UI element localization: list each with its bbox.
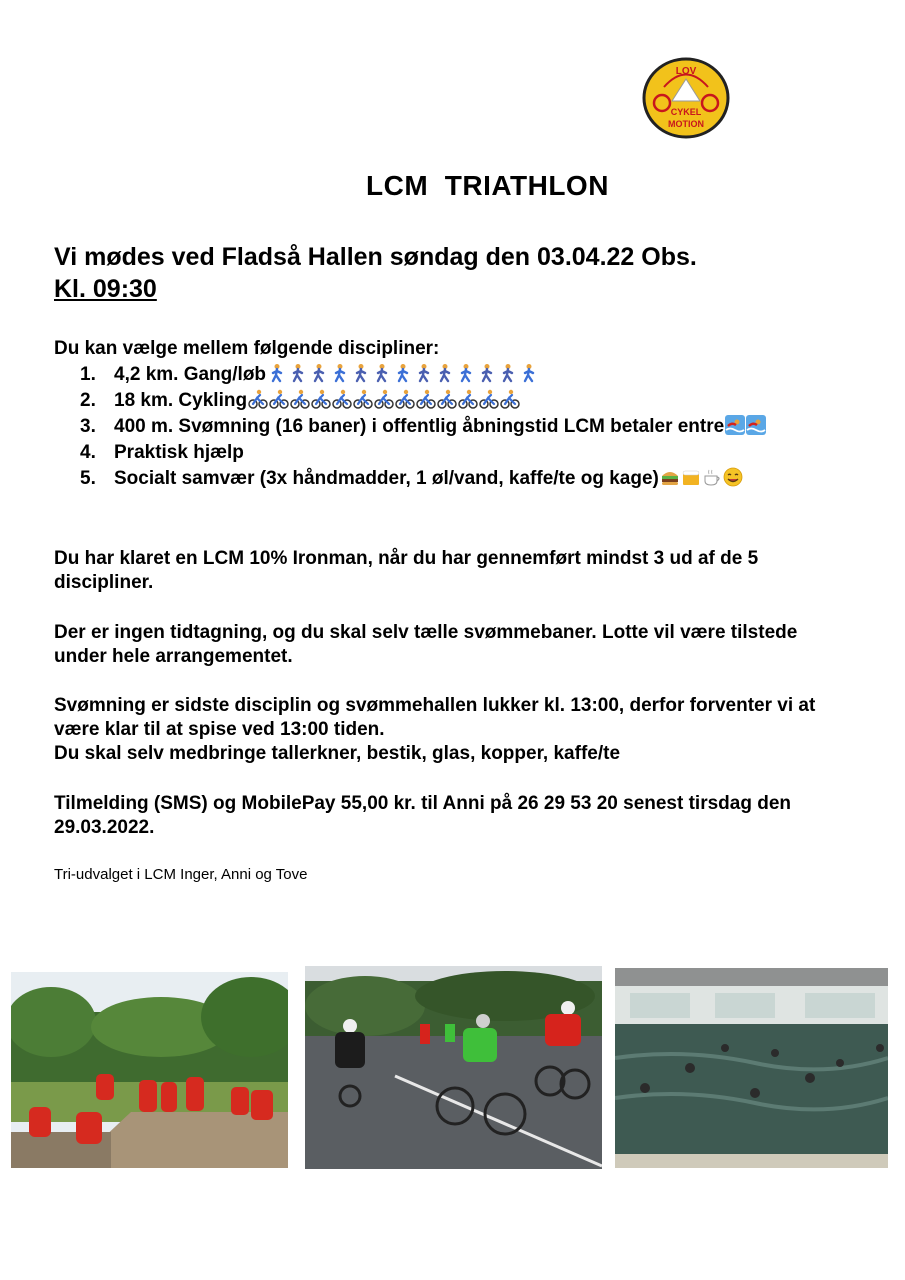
timing-paragraph: Der er ingen tidtagning, og du skal selv tælle svømmebaner. Lotte vil være tilstede under hele arrangementet. <box>54 622 798 667</box>
bicycle-icon <box>290 389 310 409</box>
bicycle-icon <box>395 389 415 409</box>
bicycle-icon <box>479 389 499 409</box>
discipline-text: 400 m. Svømning (16 baner) i offentlig åbningstid LCM betaler entre <box>114 416 725 437</box>
disciplines-list <box>80 362 860 492</box>
logo-text-bottom: MOTION <box>668 119 704 129</box>
discipline-text: Socialt samvær (3x håndmadder, 1 øl/vand, kaffe/te og kage) <box>114 468 659 489</box>
walk-run-icons <box>266 364 539 385</box>
walk-run-icon <box>498 363 518 383</box>
walk-run-icon <box>435 363 455 383</box>
photo-walkers <box>11 972 288 1168</box>
discipline-number: 3. <box>80 416 96 437</box>
page-title: LCM TRIATHLON <box>366 170 609 201</box>
walk-run-icon <box>519 363 539 383</box>
discipline-item <box>80 466 860 492</box>
swim-icon <box>725 415 745 435</box>
walk-run-icon <box>393 363 413 383</box>
bicycle-icon <box>332 389 352 409</box>
photo-cyclists <box>305 966 602 1169</box>
discipline-number: 5. <box>80 468 96 489</box>
walk-run-icon <box>351 363 371 383</box>
bicycle-icon <box>500 389 520 409</box>
discipline-text: 4,2 km. Gang/løb <box>114 364 267 385</box>
discipline-number: 1. <box>80 364 96 385</box>
food-icon <box>660 467 680 487</box>
walk-run-icon <box>330 363 350 383</box>
walk-run-icon <box>288 363 308 383</box>
bicycle-icon <box>248 389 268 409</box>
disciplines-intro: Du kan vælge mellem følgende discipliner: <box>54 338 440 359</box>
food-icon <box>723 467 743 487</box>
logo-text-mid: CYKEL <box>670 107 702 117</box>
swim-paragraph <box>54 694 854 766</box>
signup-paragraph: Tilmelding (SMS) og MobilePay 55,00 kr. til Anni på 26 29 53 20 senest tirsdag den 29.03.2022. <box>54 793 792 838</box>
bicycle-icon <box>311 389 331 409</box>
bicycle-icon <box>353 389 373 409</box>
photo-swimming-pool <box>615 968 888 1168</box>
walk-run-icon <box>372 363 392 383</box>
swim-line-2: Du skal selv medbringe tallerkner, bestik, glas, kopper, kaffe/te <box>54 743 621 764</box>
bicycle-icon <box>269 389 289 409</box>
discipline-number: 2. <box>80 390 96 411</box>
food-icon <box>681 467 701 487</box>
discipline-number: 4. <box>80 442 96 463</box>
swim-icons <box>724 416 766 437</box>
walk-run-icon <box>456 363 476 383</box>
bicycle-icon <box>458 389 478 409</box>
logo-text-top: LOV <box>675 66 697 77</box>
walk-run-icon <box>267 363 287 383</box>
discipline-item <box>80 362 860 388</box>
walk-run-icon <box>414 363 434 383</box>
meeting-line: Vi mødes ved Fladså Hallen søndag den 03.04.22 Obs. <box>54 243 697 271</box>
ironman-paragraph: Du har klaret en LCM 10% Ironman, når du har gennemført mindst 3 ud af de 5 discipliner. <box>54 548 759 593</box>
discipline-item <box>80 388 860 414</box>
walk-run-icon <box>309 363 329 383</box>
meeting-time: Kl. 09:30 <box>54 275 157 303</box>
signature: Tri-udvalget i LCM Inger, Anni og Tove <box>54 866 308 883</box>
swim-icon <box>746 415 766 435</box>
food-icon <box>702 467 722 487</box>
food-icons <box>659 468 743 489</box>
bicycle-icon <box>416 389 436 409</box>
walk-run-icon <box>477 363 497 383</box>
club-logo <box>642 57 730 139</box>
bicycle-icon <box>374 389 394 409</box>
discipline-text: 18 km. Cykling <box>114 390 248 411</box>
discipline-item <box>80 440 860 466</box>
meeting-info <box>54 241 697 305</box>
bicycle-icon <box>437 389 457 409</box>
discipline-item <box>80 414 860 440</box>
swim-line-1: Svømning er sidste disciplin og svømmehallen lukker kl. 13:00, derfor forventer vi at være klar til at spise ved 13:00 tiden. <box>54 695 816 740</box>
bicycle-icons <box>247 390 520 411</box>
discipline-text: Praktisk hjælp <box>114 442 244 463</box>
